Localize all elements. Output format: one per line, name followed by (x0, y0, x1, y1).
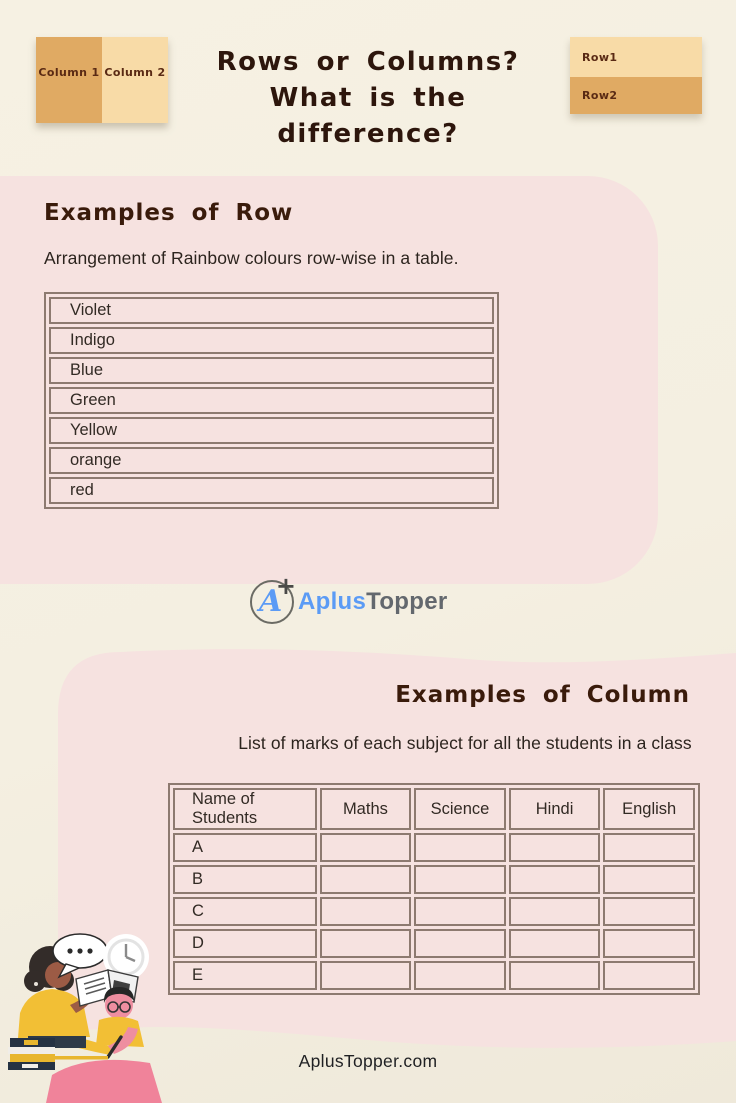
table-row (49, 357, 494, 384)
column-2-block (102, 37, 168, 123)
empty-cell (509, 833, 601, 862)
header-cell: Name of Students (173, 788, 317, 830)
student-cell: E (173, 961, 317, 990)
empty-cell (414, 833, 506, 862)
row-2-block (570, 77, 702, 114)
logo-wordmark (298, 588, 448, 616)
row-1-label: Row1 (582, 50, 618, 64)
empty-cell (603, 865, 695, 894)
empty-cell (603, 929, 695, 958)
empty-cell (320, 865, 412, 894)
logo-wordmark-aplus: Aplus (298, 588, 367, 615)
table-header-row (173, 788, 695, 830)
rainbow-cell: Indigo (49, 327, 494, 354)
rainbow-cell: Green (49, 387, 494, 414)
table-row (173, 865, 695, 894)
footer-website-text: AplusTopper.com (298, 1051, 438, 1071)
table-row (173, 929, 695, 958)
logo-monogram: A (259, 584, 283, 619)
header-cell: Science (414, 788, 506, 830)
empty-cell (509, 897, 601, 926)
empty-cell (414, 865, 506, 894)
logo-wordmark-topper: Topper (366, 588, 448, 615)
student-cell: A (173, 833, 317, 862)
table-row (49, 477, 494, 504)
empty-cell (320, 929, 412, 958)
column-diagram (36, 37, 168, 123)
rainbow-cell: orange (49, 447, 494, 474)
header-cell: Maths (320, 788, 412, 830)
table-row (173, 897, 695, 926)
column-1-block (36, 37, 102, 123)
empty-cell (414, 961, 506, 990)
logo-plus-icon: + (275, 572, 296, 600)
student-cell: D (173, 929, 317, 958)
empty-cell (603, 833, 695, 862)
rainbow-icon (478, 478, 700, 602)
page-title-line2: What is the difference? (269, 83, 467, 149)
row-section-description: Arrangement of Rainbow colours row-wise in a table. (44, 248, 459, 268)
table-row (49, 327, 494, 354)
student-cell: C (173, 897, 317, 926)
empty-cell (320, 897, 412, 926)
empty-cell (320, 961, 412, 990)
empty-cell (603, 961, 695, 990)
header-cell: English (603, 788, 695, 830)
rainbow-cell: Blue (49, 357, 494, 384)
column-section-heading: Examples of Column (395, 682, 690, 708)
empty-cell (509, 929, 601, 958)
empty-cell (414, 897, 506, 926)
row-diagram (570, 37, 702, 114)
table-row (49, 297, 494, 324)
aplustopper-logo (250, 572, 448, 624)
teacher-student-illustration (0, 925, 175, 1103)
rainbow-cell: Yellow (49, 417, 494, 444)
column-1-label: Column 1 (38, 66, 100, 79)
empty-cell (509, 865, 601, 894)
column-2-label: Column 2 (104, 66, 166, 79)
row-1-block (570, 37, 702, 77)
logo-circle-icon (250, 572, 296, 624)
page-title-line1: Rows or Columns? (216, 47, 520, 77)
empty-cell (603, 897, 695, 926)
row-section-heading: Examples of Row (44, 200, 294, 226)
empty-cell (509, 961, 601, 990)
table-row (49, 417, 494, 444)
empty-cell (414, 929, 506, 958)
row-2-label: Row2 (582, 89, 618, 102)
rainbow-cell: Violet (49, 297, 494, 324)
table-row (49, 447, 494, 474)
rainbow-colours-table (44, 292, 499, 509)
student-marks-table (168, 783, 700, 995)
table-row (173, 833, 695, 862)
table-row (49, 387, 494, 414)
header-cell: Hindi (509, 788, 601, 830)
empty-cell (320, 833, 412, 862)
student-cell: B (173, 865, 317, 894)
column-section-description: List of marks of each subject for all the students in a class (238, 733, 692, 753)
page-title (178, 44, 558, 152)
rainbow-cell: red (49, 477, 494, 504)
table-row (173, 961, 695, 990)
